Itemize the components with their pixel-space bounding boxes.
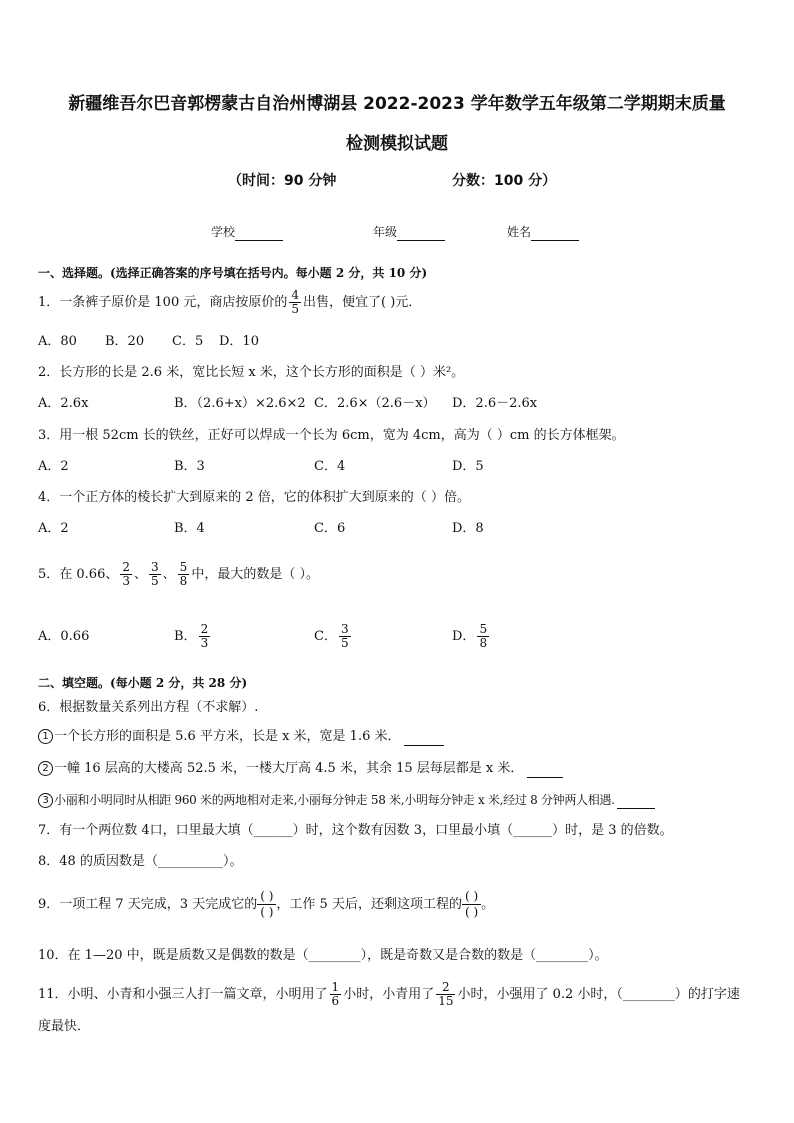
q11-f1-num: 1 bbox=[331, 980, 340, 994]
q3-option-c[interactable]: C．4 bbox=[314, 459, 346, 474]
q1-text-a: 1．一条裤子原价是 100 元，商店按原价的 bbox=[38, 295, 288, 310]
circle-1-icon: 1 bbox=[38, 729, 53, 744]
question-9 bbox=[38, 885, 494, 925]
q11-fraction-2 bbox=[436, 981, 455, 1008]
q5-option-c-label: C． bbox=[314, 629, 337, 644]
q5-oc-den: 5 bbox=[340, 636, 349, 650]
circle-3-icon: 3 bbox=[38, 793, 53, 808]
q6-item-3-text: 小丽和小明同时从相距 960 米的两地相对走来,小丽每分钟走 58 米,小明每分钟走 x 米,经过 8 分钟两人相遇. bbox=[54, 793, 615, 807]
q5-f1-den: 3 bbox=[122, 574, 130, 588]
q5-option-d[interactable] bbox=[452, 620, 491, 654]
q5-sep-2: 、 bbox=[162, 567, 176, 582]
q1-fraction bbox=[289, 289, 301, 316]
q1-option-c[interactable]: C．5 bbox=[172, 334, 204, 349]
q2-option-c[interactable]: C．2.6×（2.6－x） bbox=[314, 396, 436, 411]
q1-option-b[interactable]: B．20 bbox=[105, 334, 145, 349]
q5-option-c[interactable] bbox=[314, 620, 353, 654]
q2-option-a[interactable]: A．2.6x bbox=[38, 396, 89, 411]
q5-option-b-label: B． bbox=[174, 629, 197, 644]
q5-oc-num: 3 bbox=[340, 622, 349, 636]
q6-item-1 bbox=[38, 729, 444, 746]
q9-b1-bottom: ( ) bbox=[260, 905, 274, 919]
exam-title-line2: 检测模拟试题 bbox=[346, 134, 448, 154]
q11-f1-den: 6 bbox=[331, 994, 340, 1008]
question-3: 3．用一根 52cm 长的铁丝，正好可以焊成一个长为 6cm，宽为 4cm，高为（ ）cm 的长方体框架。 bbox=[38, 428, 625, 443]
q5-option-d-label: D． bbox=[452, 629, 476, 644]
section2-heading: 二、填空题。(每小题 2 分，共 28 分) bbox=[38, 676, 248, 690]
exam-title-line1: 新疆维吾尔巴音郭楞蒙古自治州博湖县 2022-2023 学年数学五年级第二学期期末质量 bbox=[68, 94, 726, 114]
name-field[interactable] bbox=[507, 224, 579, 241]
q11-fraction-1 bbox=[330, 981, 342, 1008]
q5-fraction-3 bbox=[178, 561, 190, 588]
q6-item-3-blank[interactable] bbox=[617, 792, 655, 809]
q6-item-2-blank[interactable] bbox=[527, 761, 563, 778]
q5-f1-num: 2 bbox=[122, 560, 130, 574]
q5-sep-1: 、 bbox=[134, 567, 148, 582]
q11-text-b: 小时，小青用了 bbox=[343, 987, 435, 1002]
q5-f2-den: 5 bbox=[151, 574, 159, 588]
q3-option-a[interactable]: A．2 bbox=[38, 459, 69, 474]
q6-item-2 bbox=[38, 761, 563, 778]
q1-frac-den: 5 bbox=[291, 302, 299, 316]
q5-f3-num: 5 bbox=[179, 560, 188, 574]
grade-field[interactable] bbox=[373, 224, 445, 241]
q9-b1-top: ( ) bbox=[257, 889, 276, 905]
name-label: 姓名 bbox=[507, 225, 532, 239]
question-10: 10．在 1—20 中，既是质数又是偶数的数是（________），既是奇数又是合数的数是（________）。 bbox=[38, 948, 608, 963]
section1-heading: 一、选择题。(选择正确答案的序号填在括号内。每小题 2 分，共 10 分) bbox=[38, 266, 428, 280]
q11-f2-den: 15 bbox=[438, 994, 454, 1008]
q11-text-a: 11．小明、小青和小强三人打一篇文章，小明用了 bbox=[38, 987, 328, 1002]
q4-option-d[interactable]: D．8 bbox=[452, 521, 484, 536]
q1-frac-num: 4 bbox=[291, 288, 299, 302]
question-2: 2．长方形的长是 2.6 米，宽比长短 x 米，这个长方形的面积是（ ）米²。 bbox=[38, 365, 465, 380]
circle-2-icon: 2 bbox=[38, 761, 53, 776]
q1-text-b: 出售，便宜了( )元． bbox=[303, 295, 422, 310]
question-7: 7．有一个两位数 4口，口里最大填（______）时，这个数有因数 3，口里最小填（______）时，是 3 的倍数。 bbox=[38, 823, 673, 838]
q11-continuation: 度最快． bbox=[38, 1019, 91, 1034]
q5-od-num: 5 bbox=[479, 622, 488, 636]
q5-option-b[interactable] bbox=[174, 620, 212, 654]
school-field[interactable] bbox=[211, 224, 283, 241]
q4-option-b[interactable]: B．4 bbox=[174, 521, 205, 536]
q5-f2-num: 3 bbox=[151, 560, 159, 574]
q5-option-b-fraction bbox=[199, 623, 211, 650]
school-blank[interactable] bbox=[235, 224, 283, 241]
q6-item-1-blank[interactable] bbox=[404, 729, 444, 746]
q5-option-d-fraction bbox=[477, 623, 489, 650]
q9-b2-top: ( ) bbox=[462, 889, 481, 905]
q4-option-a[interactable]: A．2 bbox=[38, 521, 69, 536]
question-5 bbox=[38, 558, 319, 592]
exam-score: 分数：100 分） bbox=[452, 173, 557, 189]
q9-text-c: 。 bbox=[481, 897, 495, 912]
q6-item-1-text: 一个长方形的面积是 5.6 平方米，长是 x 米，宽是 1.6 米． bbox=[54, 729, 401, 744]
q5-f3-den: 8 bbox=[179, 574, 188, 588]
school-label: 学校 bbox=[211, 225, 236, 239]
q4-option-c[interactable]: C．6 bbox=[314, 521, 346, 536]
q2-option-d[interactable]: D．2.6－2.6x bbox=[452, 396, 538, 411]
exam-time: （时间：90 分钟 bbox=[228, 173, 337, 189]
question-1 bbox=[38, 289, 421, 316]
q5-od-den: 8 bbox=[479, 636, 488, 650]
question-11 bbox=[38, 978, 740, 1012]
q5-fraction-1 bbox=[120, 561, 132, 588]
q9-text-a: 9．一项工程 7 天完成，3 天完成它的 bbox=[38, 897, 258, 912]
name-blank[interactable] bbox=[531, 224, 579, 241]
q5-fraction-2 bbox=[149, 561, 161, 588]
q5-text-a: 5．在 0.66、 bbox=[38, 567, 119, 582]
q3-option-b[interactable]: B．3 bbox=[174, 459, 205, 474]
q3-option-d[interactable]: D．5 bbox=[452, 459, 484, 474]
question-8: 8．48 的质因数是（__________）。 bbox=[38, 854, 243, 869]
q6-item-3 bbox=[38, 792, 655, 809]
q5-ob-num: 2 bbox=[200, 622, 209, 636]
question-6: 6．根据数量关系列出方程（不求解）. bbox=[38, 700, 259, 715]
q11-text-c: 小时，小强用了 0.2 小时，（________）的打字速 bbox=[457, 987, 740, 1002]
q5-option-a[interactable]: A．0.66 bbox=[38, 629, 90, 644]
q9-text-b: ，工作 5 天后，还剩这项工程的 bbox=[276, 897, 462, 912]
q6-item-2-text: 一幢 16 层高的大楼高 52.5 米，一楼大厅高 4.5 米，其余 15 层每层都是 x 米． bbox=[54, 761, 524, 776]
q5-ob-den: 3 bbox=[200, 636, 209, 650]
q2-option-b[interactable]: B．（2.6+x）×2.6×2 bbox=[174, 396, 306, 411]
q9-blank-fraction-1[interactable] bbox=[257, 889, 276, 920]
q11-f2-num: 2 bbox=[436, 981, 455, 995]
question-4: 4．一个正方体的棱长扩大到原来的 2 倍，它的体积扩大到原来的（ ）倍。 bbox=[38, 490, 470, 505]
q1-option-d[interactable]: D．10 bbox=[219, 334, 259, 349]
q9-blank-fraction-2[interactable] bbox=[462, 889, 481, 920]
q5-text-b: 中，最大的数是（ ）。 bbox=[191, 567, 319, 582]
grade-label: 年级 bbox=[373, 225, 398, 239]
grade-blank[interactable] bbox=[397, 224, 445, 241]
q1-option-a[interactable]: A．80 bbox=[38, 334, 77, 349]
q9-b2-bottom: ( ) bbox=[464, 905, 479, 919]
q5-option-c-fraction bbox=[339, 623, 351, 650]
